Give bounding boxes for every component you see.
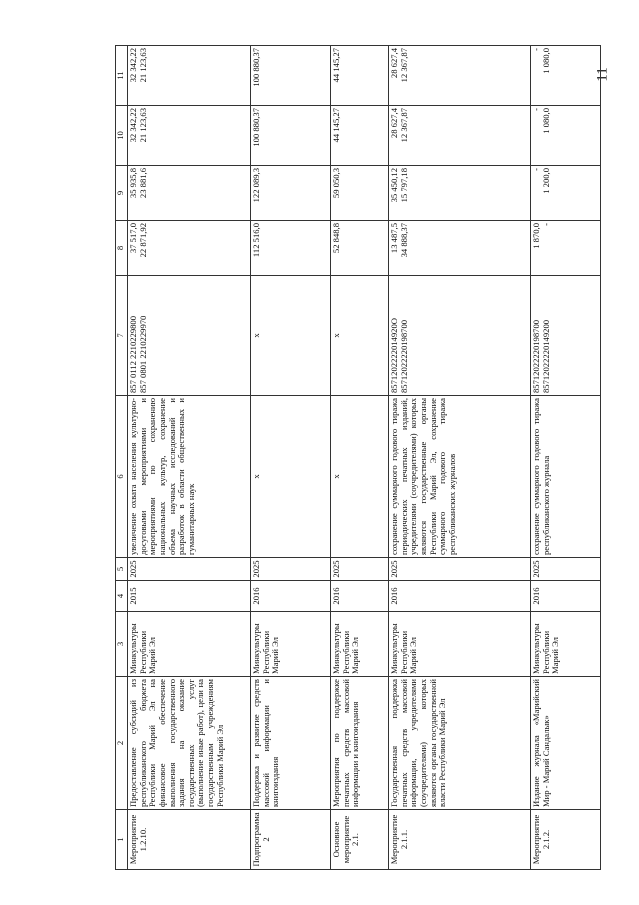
expected-result: сохранение суммарного годового тиража республиканского журнала [531,396,601,558]
header-row [116,46,128,870]
amount-line: 28 627,4 [389,48,399,79]
amount-line: 122 089,3 [251,168,261,203]
measure-title: Государственная поддержка печатных средств массовой информации, учредителями (соучредителями) которых являются органы государственной власти Республики Марий Эл [389,677,531,810]
start-year: 2016 [251,581,331,612]
amount-col10 [331,106,389,166]
amount-line: 21 123,63 [137,48,148,83]
amount-col8 [128,221,251,276]
amount-col9 [331,166,389,221]
amount-line: 52 848,8 [331,223,341,254]
expected-result: сохранение суммарного годового тиража периодических печатных изданий, учредителями (соучредителями) которых являются государственные органы Республики Марий Эл, сохранение суммарного годового тиража республиканских журналов [389,396,531,558]
amount-line: 12 367,87 [398,108,409,143]
amount-col9 [251,166,331,221]
amount-col11 [128,46,251,106]
col-header: 7 [116,276,128,396]
budget-code-line: 8571202222014920О [389,318,399,393]
measure-code: Мероприятие 2.1.1. [389,810,531,870]
amount-line: - [540,223,551,226]
executor: Минкультуры Республики Марий Эл [128,612,251,677]
program-table [115,45,601,870]
amount-line: 12 367,87 [398,48,409,83]
amount-line: 28 627,4 [389,108,399,139]
col-header: 11 [116,46,128,106]
col-header: 2 [116,677,128,810]
amount-line: 35 935,8 [128,168,138,199]
amount-line: - [531,168,541,171]
amount-line: 44 145,27 [331,48,341,83]
amount-line: 1 080,0 [540,48,551,74]
measure-code: Подпрограмма 2 [251,810,331,870]
col-header: 9 [116,166,128,221]
table-row [331,46,389,870]
amount-line: 32 342,22 [128,108,138,143]
executor: Минкультуры Республики Марий Эл [531,612,601,677]
amount-col8 [331,221,389,276]
start-year: 2016 [389,581,531,612]
amount-col9 [389,166,531,221]
measure-code: Мероприятие 2.1.2. [531,810,601,870]
amount-line: 15 797,18 [398,168,409,203]
end-year: 2025 [331,558,389,581]
start-year: 2015 [128,581,251,612]
amount-line: 1 080,0 [540,108,551,134]
end-year: 2025 [531,558,601,581]
start-year: 2016 [531,581,601,612]
col-header: 5 [116,558,128,581]
budget-code-line: 85712022220149200 [540,319,551,393]
table-row [531,46,601,870]
amount-line: - [531,108,541,111]
amount-line: 22 871,92 [137,223,148,258]
executor: Минкультуры Республики Марий Эл [331,612,389,677]
amount-line: 112 516,0 [251,223,261,258]
amount-line: 59 050,3 [331,168,341,199]
measure-code: Основное мероприятие 2.1. [331,810,389,870]
end-year: 2025 [389,558,531,581]
amount-line: 35 450,12 [389,168,399,203]
col-header: 8 [116,221,128,276]
amount-col8 [389,221,531,276]
budget-code-line: x [331,333,341,338]
amount-line: 44 145,27 [331,108,341,143]
amount-line: 1 200,0 [540,168,551,194]
expected-result: x [331,396,389,558]
start-year: 2016 [331,581,389,612]
amount-line: 23 881,6 [137,168,148,199]
amount-col8 [531,221,601,276]
budget-code-line: 85712022220198700 [531,319,541,393]
budget-code [331,276,389,396]
expected-result: x [251,396,331,558]
budget-code [128,276,251,396]
amount-col10 [251,106,331,166]
col-header: 1 [116,810,128,870]
budget-code-line: 857 0112 2210229800 [128,315,138,393]
amount-line: 32 342,22 [128,48,138,83]
measure-title: Поддержка и развитие средств массовой информации и книгоиздания [251,677,331,810]
amount-col11 [531,46,601,106]
table-row [389,46,531,870]
amount-col11 [251,46,331,106]
amount-line: 100 880,37 [251,48,261,87]
measure-title: Мероприятия по поддержке печатных средств массовой информации и книгоиздания [331,677,389,810]
col-header: 10 [116,106,128,166]
amount-line: 13 487,5 [389,223,399,254]
page-number: 11 [594,67,611,82]
end-year: 2025 [251,558,331,581]
end-year: 2025 [128,558,251,581]
budget-code-line: 85712022220198700 [398,319,409,393]
amount-line: 1 870,0 [531,223,541,249]
col-header: 3 [116,612,128,677]
amount-line: 37 517,0 [128,223,138,254]
budget-code [389,276,531,396]
amount-line: 100 880,37 [251,108,261,147]
amount-col9 [531,166,601,221]
amount-line: - [531,48,541,51]
table-row [251,46,331,870]
col-header: 4 [116,581,128,612]
amount-col10 [389,106,531,166]
amount-line: 21 123,63 [137,108,148,143]
budget-code [251,276,331,396]
measure-title: Издание журнала «Марийский Мир - Марий Сандалык» [531,677,601,810]
amount-col11 [331,46,389,106]
budget-code [531,276,601,396]
amount-col11 [389,46,531,106]
measure-code: Мероприятие 1.2.10. [128,810,251,870]
budget-code-line: x [251,333,261,338]
table-row [128,46,251,870]
col-header: 6 [116,396,128,558]
expected-result: увеличение охвата населения культурно-досуговыми мероприятиями и мероприятиями по сохранению национальных культур, сохранение объема научных исследований и разработок в области общественных и гуманитарных наук [128,396,251,558]
budget-code-line: 857 0801 2210229970 [137,315,148,393]
amount-col8 [251,221,331,276]
amount-col10 [128,106,251,166]
amount-line: 34 888,37 [398,223,409,258]
amount-col9 [128,166,251,221]
executor: Минкультуры Республики Марий Эл [389,612,531,677]
amount-col10 [531,106,601,166]
measure-title: Предоставление субсидий из республиканского бюджета Республики Марий Эл на финансовое обеспечение выполнения государственного задания на оказание государственных услуг (выполнение иные работ), цели на государственным учреждениям Республики Марий Эл [128,677,251,810]
executor: Минкультуры Республики Марий Эл [251,612,331,677]
